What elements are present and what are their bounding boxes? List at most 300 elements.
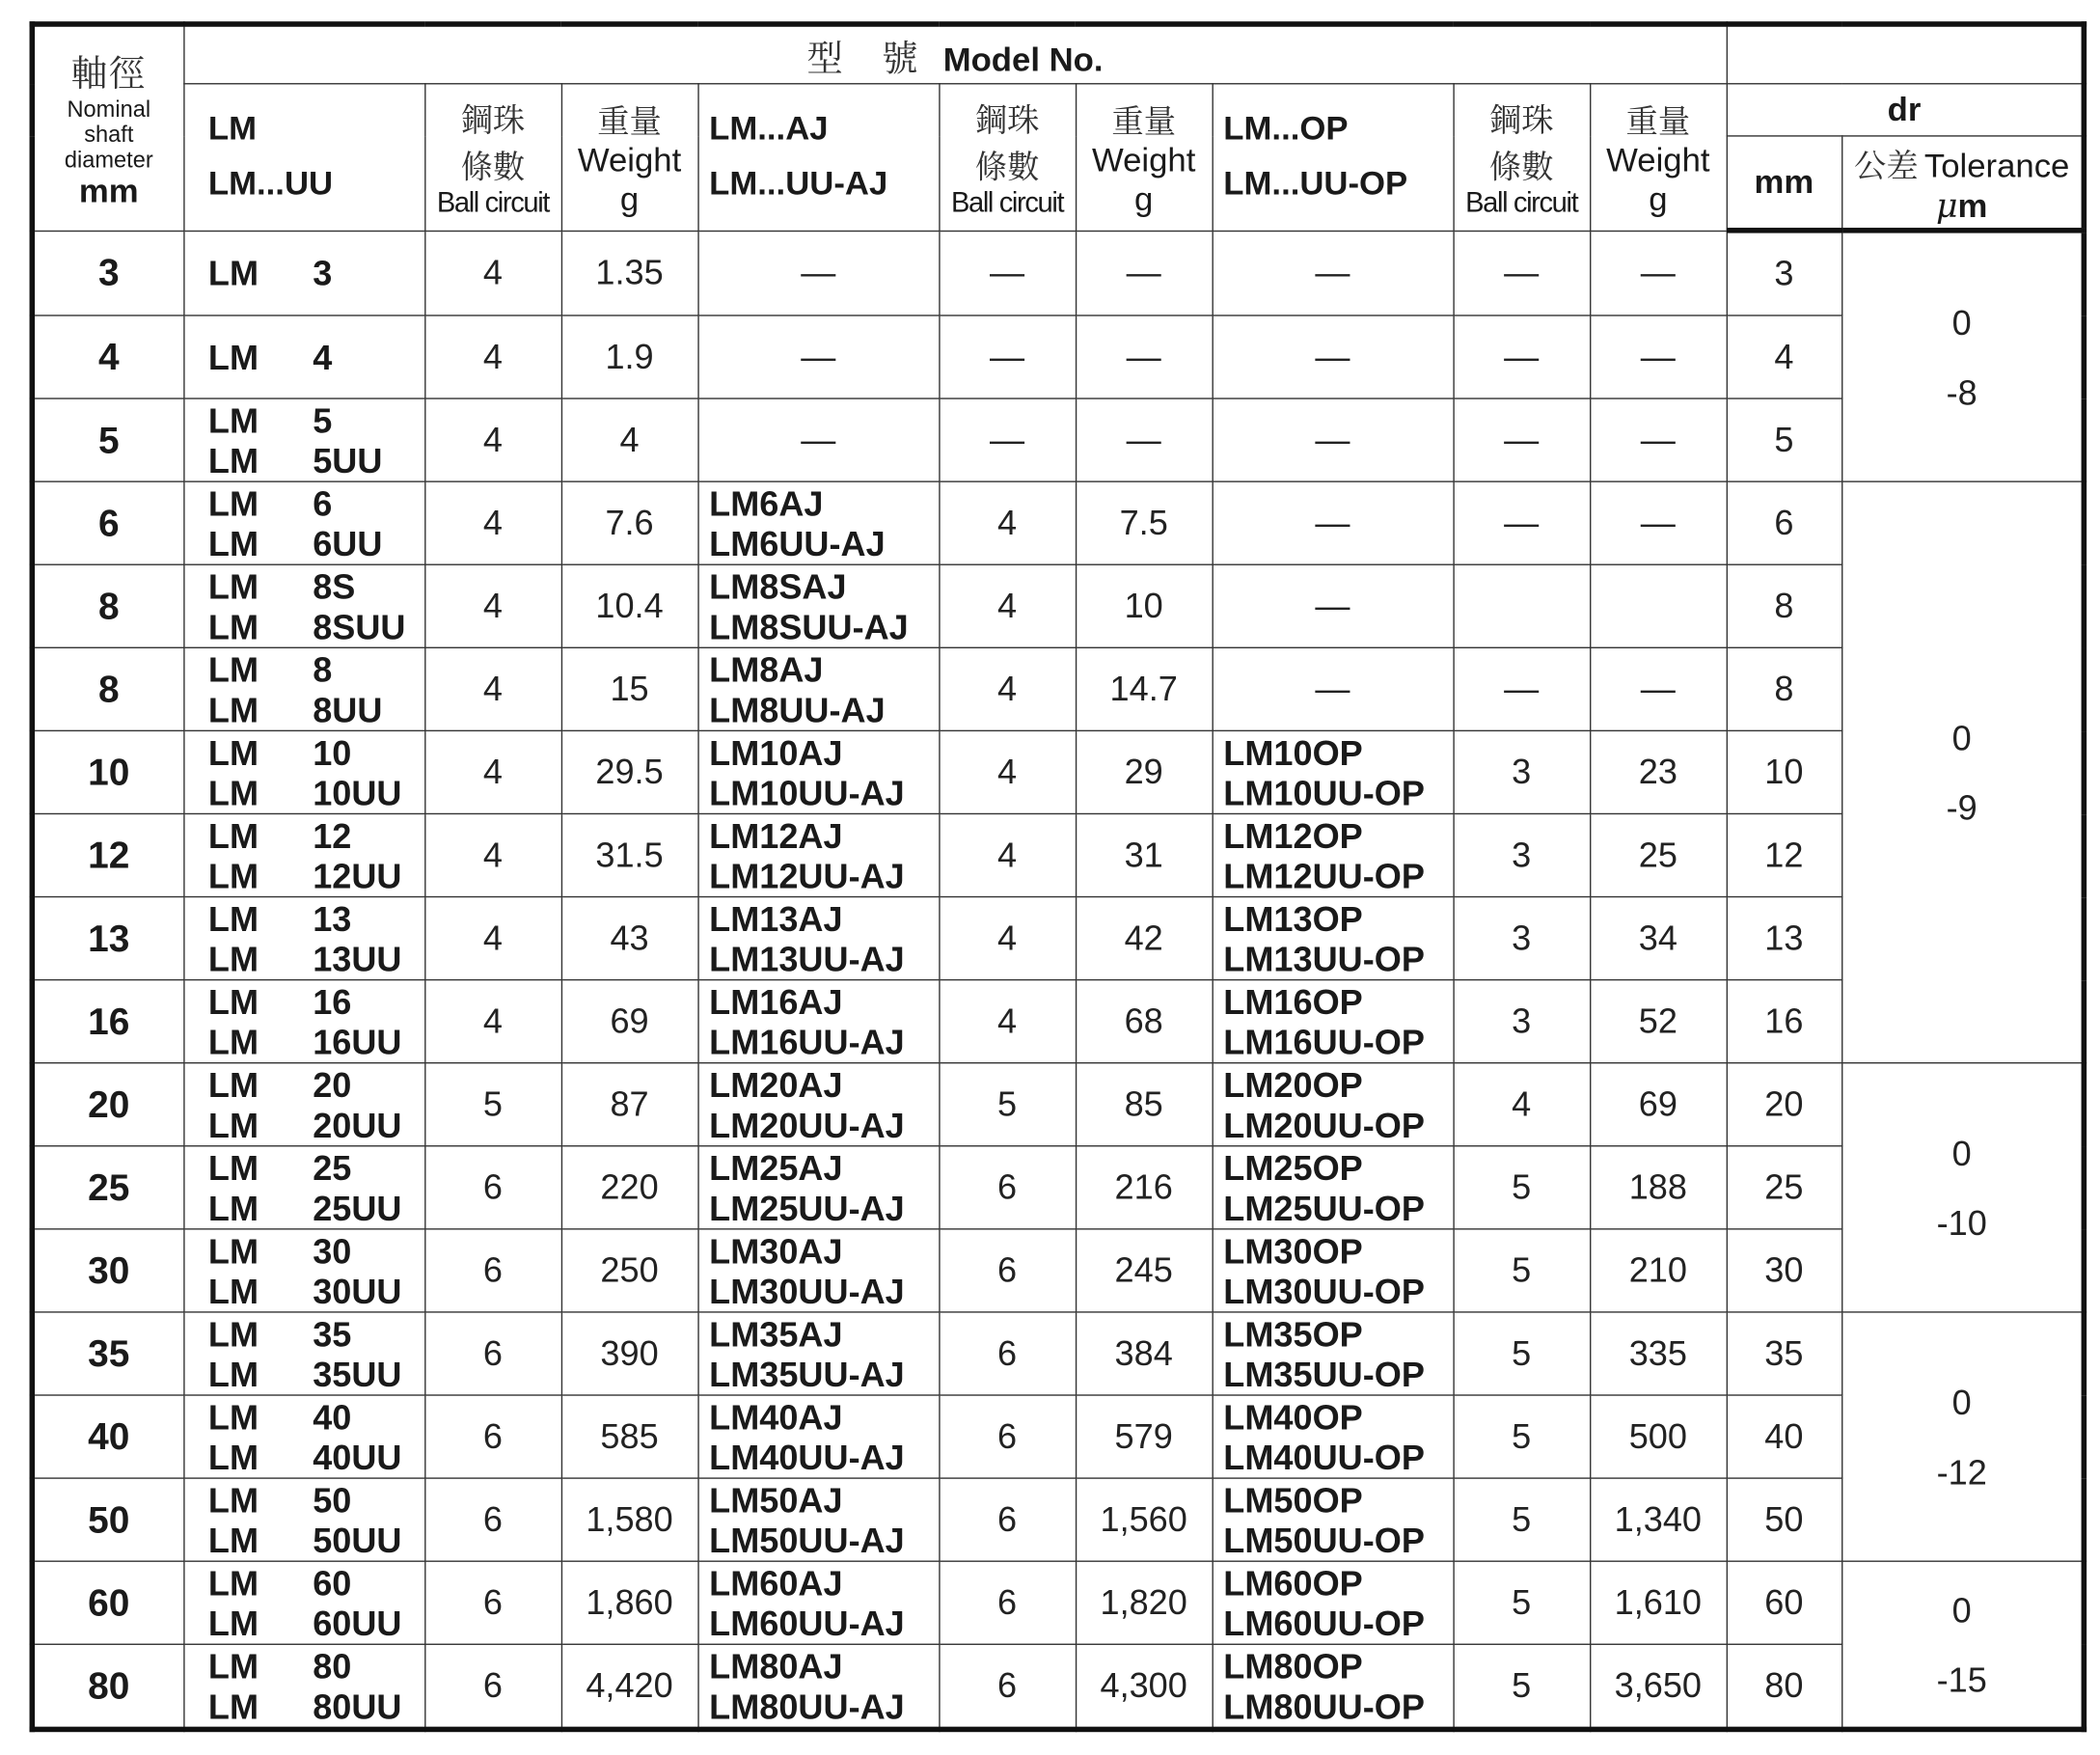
lm-model-cell — [183, 1644, 424, 1729]
weight-value: 29.5 — [595, 751, 664, 792]
ball-circuit-cell — [424, 897, 561, 980]
ball-circuit-cell — [424, 481, 561, 564]
shaft-value: 4 — [97, 335, 120, 377]
op-model: LM20OP — [1223, 1064, 1363, 1105]
shaft-en-label-2: shaft — [84, 122, 134, 149]
weight-aj-value: 10 — [1124, 585, 1163, 626]
op-model-cell — [1213, 315, 1454, 398]
weight-aj-value: 85 — [1124, 1083, 1163, 1124]
weight-unit-1: g — [619, 180, 640, 218]
op-model: LM13OP — [1223, 897, 1363, 939]
shaft-value: 50 — [88, 1497, 130, 1540]
shaft-diameter-cell — [32, 398, 183, 481]
ball-circuit-cell — [424, 647, 561, 730]
aj-model: LM6AJ — [709, 482, 824, 524]
weight-op-value: 335 — [1628, 1332, 1687, 1374]
lm-prefix: LM — [207, 1230, 259, 1271]
lm-size-uu: 8UU — [313, 689, 383, 729]
weight-op-cell — [1590, 1395, 1727, 1478]
lm-size-uu: 16UU — [313, 1021, 402, 1062]
ball-circuit-op-cell — [1453, 1063, 1590, 1146]
weight-op-cell — [1590, 1063, 1727, 1146]
dr-header — [1727, 84, 2085, 136]
ball-circuit-aj-cell — [939, 1395, 1076, 1478]
lm-prefix-uu: LM — [207, 1520, 259, 1560]
ball-circuit-aj-value: 6 — [997, 1166, 1018, 1207]
ball-circuit-op-cell — [1453, 564, 1590, 647]
tolerance-lower: -10 — [1936, 1202, 1987, 1243]
aj-model-uu: LM16UU-AJ — [709, 1021, 905, 1062]
shaft-value: 5 — [97, 418, 120, 460]
weight-aj-cell — [1076, 1561, 1213, 1644]
ball-en-2: Ball circuit — [950, 187, 1064, 219]
shaft-diameter-cell — [32, 1229, 183, 1312]
weight-aj-cell — [1076, 1229, 1213, 1312]
dr-mm-cell — [1727, 897, 1841, 980]
table-row — [32, 1395, 2084, 1478]
ball-circuit-cell — [424, 1146, 561, 1229]
weight-cell — [561, 398, 698, 481]
aj-model-cell — [697, 813, 939, 896]
dr-mm-cell — [1727, 315, 1841, 398]
shaft-diameter-cell — [32, 1312, 183, 1395]
op-model: — — [1315, 668, 1350, 709]
dr-mm-cell — [1727, 564, 1841, 647]
aj-model: LM13AJ — [709, 897, 843, 939]
aj-model: — — [801, 419, 836, 460]
shaft-value: 20 — [88, 1083, 130, 1125]
weight-aj-cell — [1076, 897, 1213, 980]
weight-op-value: 23 — [1638, 751, 1677, 792]
dr-mm-cell — [1727, 1478, 1841, 1561]
aj-model-cell — [697, 564, 939, 647]
lm-model-cell — [183, 231, 424, 315]
dr-mm-value: 8 — [1774, 585, 1794, 626]
shaft-diameter-cell — [32, 231, 183, 315]
weight-op-value: — — [1640, 252, 1676, 293]
tolerance-cell — [1841, 1561, 2084, 1729]
table-row — [32, 481, 2084, 564]
aj-model: LM8AJ — [709, 648, 824, 690]
ball-circuit-aj-value: 6 — [997, 1249, 1018, 1291]
lm-size-uu: 10UU — [313, 772, 402, 813]
lm-size: 5 — [313, 399, 333, 441]
table-row — [32, 398, 2084, 481]
ball-circuit-op-cell — [1453, 1561, 1590, 1644]
lm-prefix: LM — [207, 1562, 259, 1604]
aj-model-uu: LM6UU-AJ — [709, 523, 886, 563]
dr-mm-cell — [1727, 231, 1841, 315]
ball-circuit-cell — [424, 1395, 561, 1478]
ball-cjk-1: 鋼珠 — [460, 101, 526, 140]
lm-prefix: LM — [207, 1313, 259, 1354]
op-model-header — [1213, 84, 1454, 231]
tolerance-upper: 0 — [1951, 1589, 1972, 1630]
lm-size-uu: 50UU — [313, 1520, 402, 1560]
dr-mm-cell — [1727, 730, 1841, 813]
weight-cell — [561, 980, 698, 1063]
shaft-diameter-cell — [32, 1395, 183, 1478]
op-model-uu: LM12UU-OP — [1223, 855, 1425, 896]
table-row — [32, 1146, 2084, 1229]
ball-circuit-header-2 — [939, 84, 1076, 231]
weight-value: 1,860 — [586, 1581, 673, 1623]
ball-circuit-op-value: — — [1504, 419, 1540, 460]
weight-op-value: 500 — [1628, 1415, 1687, 1457]
op-header-line-1: LM...OP — [1223, 110, 1349, 149]
shaft-diameter-cell — [32, 1561, 183, 1644]
shaft-value: 25 — [88, 1165, 130, 1208]
dr-mm-value: 80 — [1764, 1664, 1804, 1706]
lm-size: 6 — [313, 482, 333, 524]
dr-mm-cell — [1727, 481, 1841, 564]
table-row — [32, 1478, 2084, 1561]
ball-circuit-op-value: 3 — [1512, 834, 1532, 875]
ball-circuit-value: 6 — [482, 1166, 503, 1207]
lm-size: 35 — [313, 1313, 352, 1354]
lm-prefix-uu: LM — [207, 606, 259, 646]
weight-unit-2: g — [1134, 180, 1154, 218]
aj-model: LM35AJ — [709, 1313, 843, 1354]
shaft-unit-label: mm — [78, 173, 139, 211]
aj-model-cell — [697, 1561, 939, 1644]
weight-cell — [561, 647, 698, 730]
ball-circuit-op-cell — [1453, 897, 1590, 980]
weight-op-cell — [1590, 564, 1727, 647]
tolerance-lower: -15 — [1936, 1659, 1987, 1700]
weight-aj-cell — [1076, 564, 1213, 647]
shaft-cjk-label: 軸徑 — [70, 53, 147, 96]
shaft-diameter-cell — [32, 481, 183, 564]
op-model-uu: LM50UU-OP — [1223, 1520, 1425, 1560]
weight-op-value: 52 — [1638, 1001, 1677, 1041]
op-model: LM60OP — [1223, 1562, 1363, 1604]
lm-size-uu: 20UU — [313, 1104, 402, 1145]
lm-prefix: LM — [207, 253, 259, 293]
op-model: LM80OP — [1223, 1645, 1363, 1686]
weight-cell — [561, 481, 698, 564]
lm-size: 80 — [313, 1645, 352, 1686]
ball-cjk-2: 條數 — [460, 149, 526, 187]
ball-circuit-aj-value: 6 — [997, 1664, 1018, 1706]
dr-mm-value: 40 — [1764, 1415, 1804, 1457]
table-row — [32, 1644, 2084, 1729]
ball-circuit-value: 6 — [482, 1415, 503, 1457]
aj-model-uu: LM12UU-AJ — [709, 855, 905, 896]
shaft-diameter-cell — [32, 1644, 183, 1729]
tolerance-unit-m: m — [1957, 186, 1988, 225]
lm-size: 4 — [313, 337, 333, 377]
op-model-cell — [1213, 398, 1454, 481]
weight-value: 1,580 — [586, 1498, 673, 1540]
shaft-diameter-cell — [32, 813, 183, 896]
ball-circuit-op-value: 4 — [1512, 1083, 1532, 1124]
weight-op-value: 1,610 — [1614, 1581, 1703, 1623]
ball-circuit-cell — [424, 1063, 561, 1146]
weight-op-cell — [1590, 813, 1727, 896]
ball-circuit-aj-value: — — [990, 252, 1025, 293]
ball-circuit-aj-value: 6 — [997, 1581, 1018, 1623]
lm-size-uu: 35UU — [313, 1353, 402, 1394]
op-model-cell — [1213, 481, 1454, 564]
dr-mm-value: 25 — [1764, 1166, 1804, 1207]
lm-model-cell — [183, 1478, 424, 1561]
tolerance-upper: 0 — [1951, 1382, 1972, 1422]
op-model: LM10OP — [1223, 731, 1363, 773]
ball-circuit-op-cell — [1453, 398, 1590, 481]
tolerance-lower: -9 — [1946, 786, 1977, 828]
dr-mm-value: 30 — [1764, 1249, 1804, 1291]
ball-cjk-2c: 條數 — [1488, 149, 1554, 187]
shaft-value: 6 — [97, 501, 120, 543]
aj-model: LM25AJ — [709, 1147, 843, 1188]
ball-circuit-cell — [424, 1478, 561, 1561]
shaft-en-label-1: Nominal — [67, 96, 151, 123]
ball-circuit-op-cell — [1453, 231, 1590, 315]
ball-circuit-op-cell — [1453, 1478, 1590, 1561]
lm-model-cell — [183, 481, 424, 564]
op-model: — — [1315, 336, 1350, 377]
weight-op-value: — — [1640, 419, 1676, 460]
weight-aj-value: 7.5 — [1119, 502, 1168, 543]
ball-circuit-op-value: 3 — [1512, 918, 1532, 958]
op-model: LM40OP — [1223, 1396, 1363, 1438]
dr-label: dr — [1887, 90, 1922, 128]
tolerance-unit-mu: μ — [1935, 185, 1958, 225]
aj-model: LM10AJ — [709, 731, 843, 773]
ball-circuit-cell — [424, 1312, 561, 1395]
ball-circuit-value: 4 — [482, 1001, 503, 1041]
lm-prefix: LM — [207, 1396, 259, 1438]
aj-model: — — [801, 252, 836, 293]
shaft-value: 30 — [88, 1248, 130, 1291]
ball-circuit-value: 6 — [482, 1581, 503, 1623]
ball-circuit-op-value: — — [1504, 336, 1540, 377]
lm-size: 10 — [313, 731, 352, 773]
op-model-uu: LM20UU-OP — [1223, 1104, 1425, 1145]
ball-circuit-aj-value: 4 — [997, 751, 1018, 792]
weight-aj-cell — [1076, 1395, 1213, 1478]
lm-size: 30 — [313, 1230, 352, 1271]
shaft-value: 80 — [88, 1664, 130, 1707]
shaft-diameter-cell — [32, 1063, 183, 1146]
weight-aj-value: 14.7 — [1109, 668, 1178, 709]
table-row — [32, 1229, 2084, 1312]
aj-model: LM20AJ — [709, 1064, 843, 1105]
lm-prefix-uu: LM — [207, 1270, 259, 1311]
ball-circuit-aj-cell — [939, 813, 1076, 896]
aj-model-cell — [697, 1395, 939, 1478]
dr-mm-value: 6 — [1774, 502, 1794, 543]
aj-model-uu: LM60UU-AJ — [709, 1603, 905, 1643]
weight-cell — [561, 564, 698, 647]
weight-cell — [561, 315, 698, 398]
op-model-cell — [1213, 1146, 1454, 1229]
op-model-cell — [1213, 730, 1454, 813]
lm-size: 8S — [313, 565, 356, 607]
weight-op-value: 188 — [1628, 1166, 1687, 1207]
ball-circuit-op-cell — [1453, 1312, 1590, 1395]
ball-circuit-value: 4 — [482, 419, 503, 460]
ball-circuit-aj-value: 4 — [997, 834, 1018, 875]
shaft-diameter-cell — [32, 564, 183, 647]
weight-value: 15 — [610, 668, 649, 709]
weight-aj-cell — [1076, 398, 1213, 481]
op-model-uu: LM35UU-OP — [1223, 1353, 1425, 1394]
weight-aj-value: 1,560 — [1100, 1498, 1187, 1540]
ball-circuit-aj-cell — [939, 481, 1076, 564]
lm-prefix-uu: LM — [207, 938, 259, 979]
ball-circuit-aj-cell — [939, 1146, 1076, 1229]
weight-op-value: 69 — [1638, 1083, 1677, 1124]
shaft-diameter-cell — [32, 315, 183, 398]
ball-circuit-value: 4 — [482, 252, 503, 293]
lm-prefix-uu: LM — [207, 855, 259, 896]
weight-aj-cell — [1076, 1063, 1213, 1146]
ball-circuit-value: 4 — [482, 585, 503, 626]
aj-model-uu: LM8UU-AJ — [709, 689, 886, 729]
weight-cjk-2: 重量 — [1111, 102, 1177, 141]
op-model-uu: LM60UU-OP — [1223, 1603, 1425, 1643]
ball-circuit-op-value: 5 — [1512, 1664, 1532, 1706]
aj-model: — — [801, 336, 836, 377]
ball-circuit-op-cell — [1453, 730, 1590, 813]
lm-prefix: LM — [207, 1147, 259, 1188]
dr-mm-label: mm — [1754, 162, 1814, 201]
aj-model: LM80AJ — [709, 1645, 843, 1686]
ball-circuit-value: 6 — [482, 1332, 503, 1374]
ball-circuit-aj-cell — [939, 647, 1076, 730]
weight-aj-value: 245 — [1114, 1249, 1173, 1291]
weight-op-cell — [1590, 481, 1727, 564]
dr-mm-value: 3 — [1774, 253, 1794, 294]
weight-aj-cell — [1076, 481, 1213, 564]
lm-size: 25 — [313, 1147, 352, 1188]
ball-circuit-op-value: 5 — [1512, 1581, 1532, 1623]
weight-op-cell — [1590, 730, 1727, 813]
aj-model: LM8SAJ — [709, 565, 847, 607]
weight-op-value: 1,340 — [1614, 1498, 1703, 1540]
op-model-cell — [1213, 1561, 1454, 1644]
ball-circuit-cell — [424, 231, 561, 315]
table-row — [32, 564, 2084, 647]
lm-prefix: LM — [207, 565, 259, 607]
aj-model-cell — [697, 647, 939, 730]
dr-mm-value: 8 — [1774, 668, 1794, 709]
tolerance-lower: -12 — [1936, 1451, 1987, 1492]
ball-circuit-op-cell — [1453, 1229, 1590, 1312]
aj-model-cell — [697, 481, 939, 564]
weight-cell — [561, 1395, 698, 1478]
op-model-uu: LM30UU-OP — [1223, 1270, 1425, 1311]
weight-op-cell — [1590, 398, 1727, 481]
tolerance-upper: 0 — [1951, 302, 1972, 343]
dr-top-blank — [1727, 24, 2085, 84]
dr-mm-cell — [1727, 813, 1841, 896]
lm-model-cell — [183, 730, 424, 813]
shaft-diameter-cell — [32, 730, 183, 813]
dr-mm-cell — [1727, 647, 1841, 730]
ball-circuit-op-value: 5 — [1512, 1166, 1532, 1207]
shaft-en-label-3: diameter — [64, 148, 153, 174]
aj-model-cell — [697, 1063, 939, 1146]
ball-cjk-1b: 鋼珠 — [974, 101, 1040, 140]
weight-aj-value: 68 — [1124, 1001, 1163, 1041]
op-model-uu: LM25UU-OP — [1223, 1187, 1425, 1228]
ball-cjk-1c: 鋼珠 — [1488, 101, 1554, 140]
aj-model: LM60AJ — [709, 1562, 843, 1604]
dr-mm-value: 10 — [1764, 751, 1804, 792]
aj-model-cell — [697, 1644, 939, 1729]
ball-circuit-op-value: 5 — [1512, 1249, 1532, 1291]
weight-value: 585 — [600, 1415, 659, 1457]
op-model: LM35OP — [1223, 1313, 1363, 1354]
op-model-uu: LM10UU-OP — [1223, 772, 1425, 813]
aj-model-uu: LM13UU-AJ — [709, 938, 905, 979]
op-model-cell — [1213, 1312, 1454, 1395]
weight-value: 43 — [610, 918, 649, 958]
weight-aj-value: 4,300 — [1100, 1664, 1187, 1706]
shaft-diameter-cell — [32, 1478, 183, 1561]
weight-value: 250 — [600, 1249, 659, 1291]
weight-op-cell — [1590, 1146, 1727, 1229]
lm-prefix-uu: LM — [207, 1021, 259, 1062]
ball-circuit-aj-value: 4 — [997, 502, 1018, 543]
lm-prefix-uu: LM — [207, 1603, 259, 1643]
dr-mm-value: 12 — [1764, 834, 1804, 875]
op-model-cell — [1213, 980, 1454, 1063]
weight-op-cell — [1590, 1312, 1727, 1395]
shaft-diameter-cell — [32, 647, 183, 730]
lm-size: 20 — [313, 1064, 352, 1105]
weight-en-2: Weight — [1091, 141, 1196, 179]
lm-size-uu: 80UU — [313, 1686, 402, 1726]
op-header-line-2: LM...UU-OP — [1223, 165, 1408, 203]
lm-prefix-uu: LM — [207, 440, 259, 480]
table-row — [32, 813, 2084, 896]
model-no-header — [183, 24, 1726, 84]
weight-cell — [561, 1478, 698, 1561]
weight-aj-cell — [1076, 1478, 1213, 1561]
weight-value: 4 — [619, 419, 640, 460]
ball-circuit-aj-value: 6 — [997, 1415, 1018, 1457]
table-body — [32, 231, 2084, 1730]
op-model-cell — [1213, 1644, 1454, 1729]
weight-cjk-1: 重量 — [597, 102, 662, 141]
ball-circuit-value: 4 — [482, 918, 503, 958]
ball-circuit-aj-cell — [939, 1063, 1076, 1146]
shaft-value: 12 — [88, 834, 130, 876]
dr-mm-cell — [1727, 398, 1841, 481]
dr-mm-cell — [1727, 1644, 1841, 1729]
ball-circuit-aj-cell — [939, 564, 1076, 647]
weight-aj-cell — [1076, 647, 1213, 730]
lm-prefix-uu: LM — [207, 772, 259, 813]
aj-model-uu: LM30UU-AJ — [709, 1270, 905, 1311]
aj-model-cell — [697, 897, 939, 980]
lm-size: 3 — [313, 253, 333, 293]
weight-cell — [561, 1063, 698, 1146]
weight-cell — [561, 813, 698, 896]
lm-size-uu: 12UU — [313, 855, 402, 896]
aj-header-line-2: LM...UU-AJ — [709, 165, 888, 203]
aj-model-cell — [697, 231, 939, 315]
lm-size: 50 — [313, 1479, 352, 1521]
table-row — [32, 730, 2084, 813]
weight-op-cell — [1590, 1229, 1727, 1312]
weight-aj-value: 31 — [1124, 834, 1163, 875]
dr-mm-value: 35 — [1764, 1332, 1804, 1374]
